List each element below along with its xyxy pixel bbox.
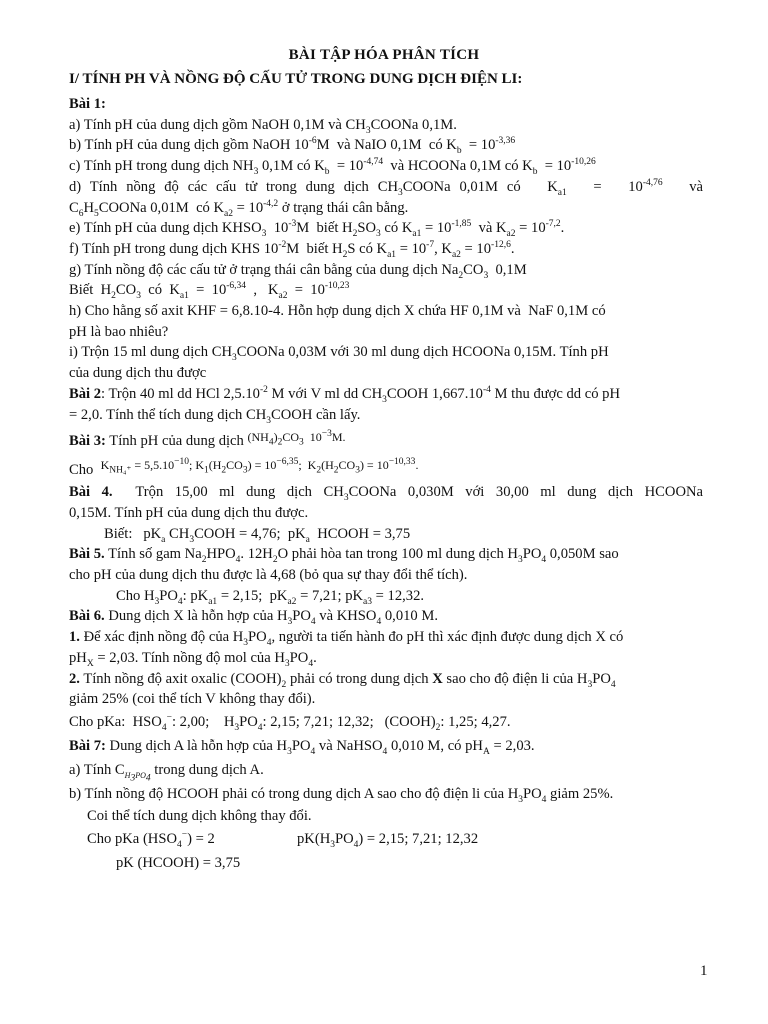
bai3-given: Cho $^{K_{NH_4^+} = 5,5.10^{-10}; K_1(H_2CO_3) = 10^{-6,35}; K_2(H_2CO_3) = 10^{-10,33}.}$ [69, 457, 419, 479]
bai4-given: Biết: $pK_a$ $CH_3COOH = 4,76$; $pK_a$ HCOOH = 3,75 [104, 525, 411, 545]
bai7-a: a) Tính $C_{H_3PO_4}$ trong dung dịch A. [69, 761, 264, 784]
bai1-i-cont: của dung dịch thu được [69, 365, 207, 382]
bai4-text: Bài 4. Trộn 15,00 ml dung dịch $CH_3COONa$ 0,030M với 30,00 ml dung dịch HCOONa [69, 484, 703, 504]
bai3-text: Bài 3: Tính pH của dung dịch $^{(NH_4)_2CO_3 10^{-3}M.}$ [69, 429, 346, 450]
bai6-q1: 1. Để xác định nồng độ của $H_3PO_4$, người ta tiến hành đo pH thì xác định được dung dịch X có [69, 629, 624, 649]
bai7-b: b) Tính nồng độ HCOOH phải có trong dung dịch A sao cho độ điện li của $H_3PO_4$ giảm 25%. [69, 785, 614, 805]
bai1-g: g) Tính nồng độ các cấu tử ở trạng thái cân bằng của dung dịch $Na_2CO_3$ 0,1M [69, 261, 527, 281]
bai1-d: d) Tính nồng độ các cấu tử trong dung dịch $CH_3COONa$ 0,01M có $K_{a1} = 10^{-4,76}$ và [69, 177, 703, 198]
bai7-given-2: pK (HCOOH) = 3,75 [116, 854, 241, 871]
bai1-h-cont: pH là bao nhiêu? [69, 323, 169, 340]
bai6-q1-cont: $pH_X = 2,03$. Tính nồng độ mol của $H_3PO_4$. [69, 649, 317, 669]
bai7-text: Bài 7: Dung dịch A là hỗn hợp của $H_3PO_4$ và NaHSO$_4$ 0,010 M, có $pH_A = 2,03$. [69, 737, 535, 757]
bai7-b-cont: Coi thể tích dung dịch không thay đổi. [87, 807, 312, 824]
document-body [69, 94, 703, 875]
bai1-label: Bài 1: [69, 96, 106, 112]
bai1-f: f) Tính pH trong dung dịch KHS $10^{-2}M$ biết $H_2S$ có $K_{a1} = 10^{-7}$, $K_{a2} = 10^{-12,6}$. [69, 240, 515, 260]
bai1-g-cont: Biết $H_2CO_3$ có $K_{a1} = 10^{-6,34}$ , $K_{a2} = 10^{-10,23}$ [69, 281, 350, 302]
bai6-q2-cont: giảm 25% (coi thể tích V không thay đổi). [69, 691, 316, 708]
bai1-a: a) Tính pH của dung dịch gồm NaOH 0,1M và $CH_3COONa$ 0,1M. [69, 116, 457, 136]
section-heading: I/ TÍNH PH VÀ NỒNG ĐỘ CẤU TỬ TRONG DUNG DỊCH ĐIỆN LI: [69, 71, 523, 87]
page-number: 1 [700, 963, 708, 979]
bai1-i: i) Trộn 15 ml dung dịch $CH_3COONa$ 0,03M với 30 ml dung dịch HCOONa 0,15M. Tính pH [69, 344, 609, 364]
bai1-d-cont: $C_6H_5COONa$ 0,01M có $K_{a2} = 10^{-4,2}$ ở trạng thái cân bằng. [69, 198, 409, 219]
bai2-text-cont: = 2,0. Tính thể tích dung dịch $CH_3COOH$ cần lấy. [69, 406, 361, 426]
bai4-text-cont: 0,15M. Tính pH của dung dịch thu được. [69, 504, 309, 521]
bai1-h: h) Cho hằng số axit KHF = 6,8.10-4. Hỗn hợp dung dịch X chứa HF 0,1M và NaF 0,1M có [69, 303, 606, 320]
bai6-q2: 2. Tính nồng độ axit oxalic $(COOH)_2$ phải có trong dung dịch X sao cho độ điện li của $H_3PO_4$ [69, 670, 616, 690]
bai5-text: Bài 5. Tính số gam $Na_2HPO_4$. $12H_2O$ phải hòa tan trong 100 ml dung dịch $H_3PO_4$ 0,050M sao [69, 546, 619, 566]
bai1-e: e) Tính pH của dung dịch $KHSO_3$ $10^{-3}M$ biết $H_2SO_3$ có $K_{a1} = 10^{-1,85}$ và $K_{a2} = 10^{-7,2}$. [69, 219, 565, 240]
bai6-given: Cho pKa: $HSO_4^-$: 2,00; $H_3PO_4$: 2,15; 7,21; 12,32; $(COOH)_2$: 1,25; 4,27. [69, 713, 511, 733]
bai7-given: Cho pKa $(HSO_4^-) = 2$ $pK(H_3PO_4) = 2,15$; 7,21; 12,32 [87, 829, 479, 850]
bai1-c: c) Tính pH trong dung dịch $NH_3$ 0,1M có $K_b = 10^{-4,74}$ và HCOONa 0,1M có $K_b = 10^{-10,26}$ [69, 157, 596, 178]
bai6-text: Bài 6. Dung dịch X là hỗn hợp của $H_3PO_4$ và $KHSO_4$ 0,010 M. [69, 608, 438, 628]
bai2-text: Bài 2: Trộn 40 ml dd HCl $2,5.10^{-2}$ M với V ml dd $CH_3COOH$ $1,667.10^{-4}$ M thu được dd có pH [69, 384, 621, 405]
bai5-given: Cho $H_3PO_4$: $pK_{a1} = 2,15$; $pK_{a2} = 7,21$; $pK_{a3} = 12,32$. [116, 587, 425, 607]
bai5-text-cont: cho pH của dung dịch thu được là 4,68 (bỏ qua sự thay đổi thể tích). [69, 567, 468, 584]
bai1-b: b) Tính pH của dung dịch gồm NaOH $10^{-6}M$ và NaIO 0,1M có $K_b = 10^{-3,36}$ [69, 136, 516, 157]
page-title: BÀI TẬP HÓA PHÂN TÍCH [288, 47, 480, 63]
